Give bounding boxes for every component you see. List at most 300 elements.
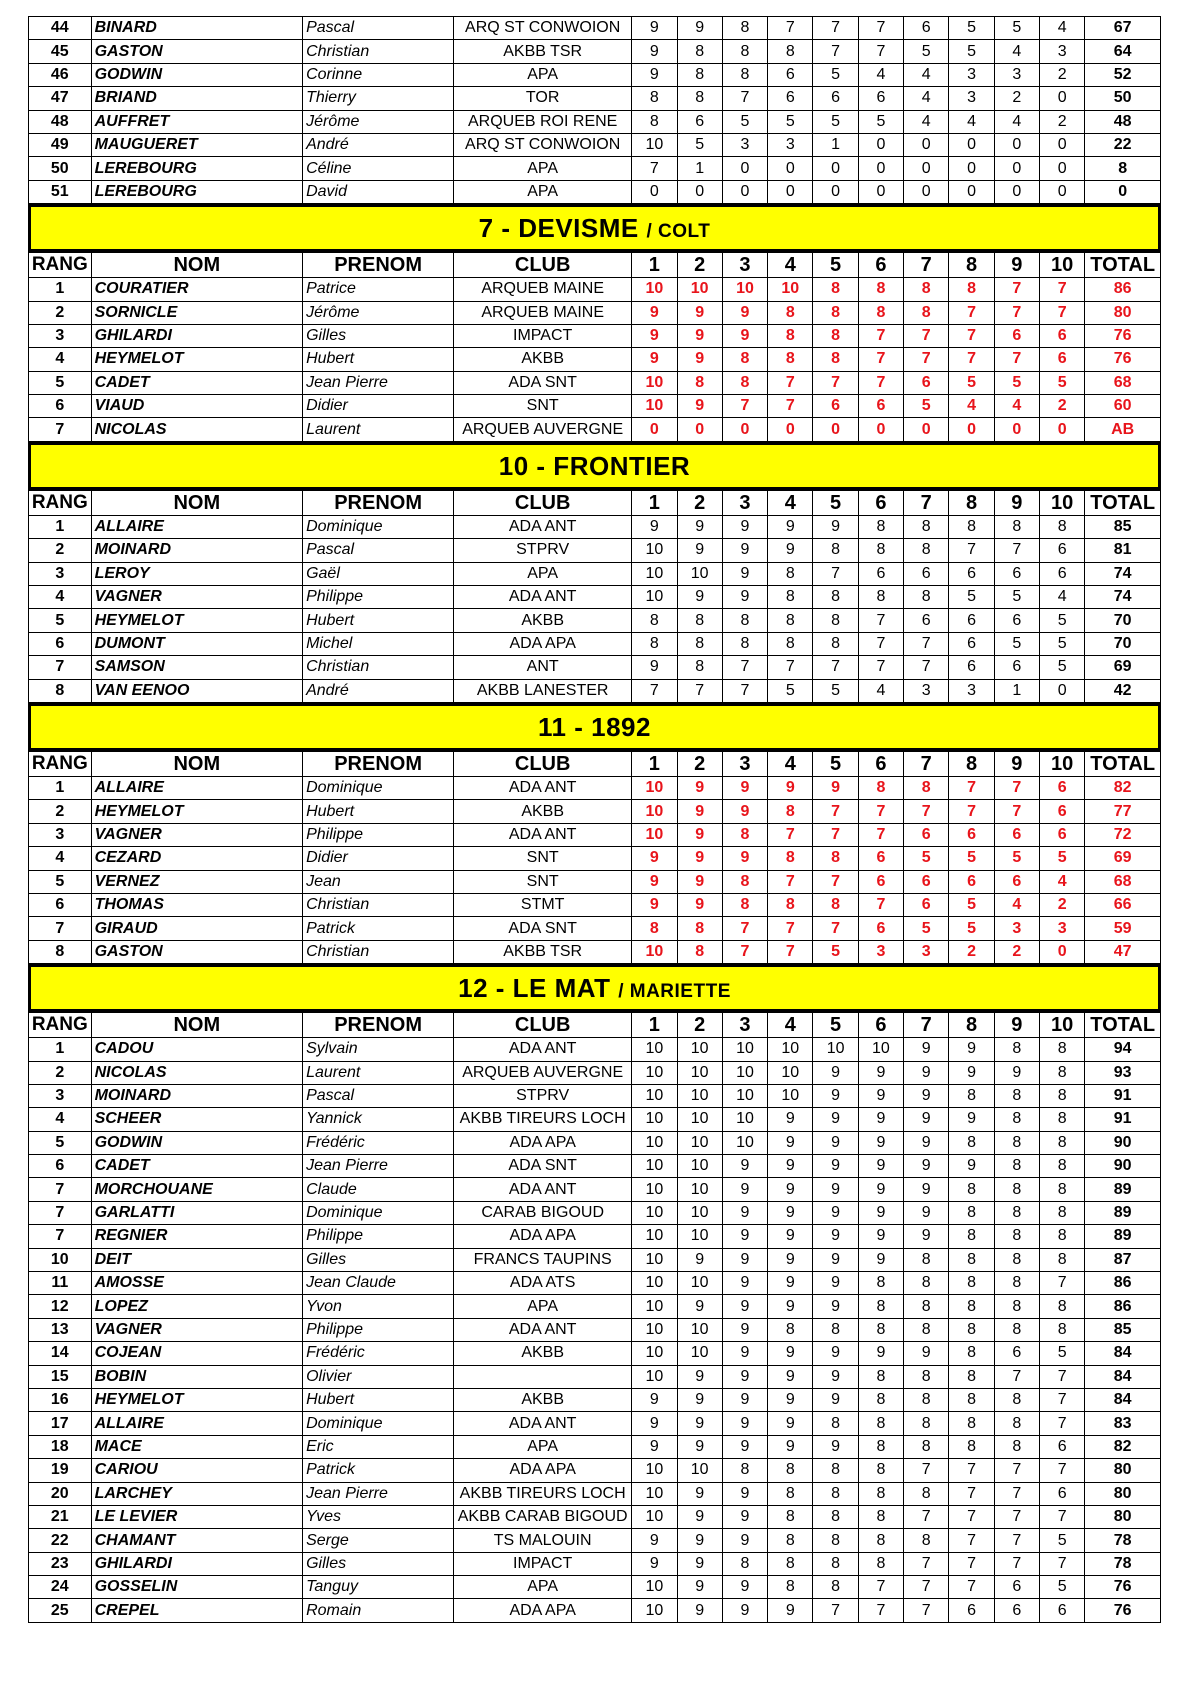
shot-score-cell: 9 [632, 847, 677, 870]
shot-score-cell: 8 [813, 1505, 858, 1528]
shot-score-cell: 9 [904, 1225, 949, 1248]
shot-score-cell: 7 [813, 1599, 858, 1622]
shot-score-cell: 8 [632, 87, 677, 110]
results-table [28, 1012, 1161, 1623]
firstname-cell: Didier [303, 847, 454, 870]
shot-score-cell: 9 [722, 800, 767, 823]
shot-score-cell: 10 [677, 1201, 722, 1224]
rank-cell: 16 [29, 1388, 92, 1411]
header-row [29, 253, 1161, 278]
firstname-cell: Corinne [303, 63, 454, 86]
shot-score-cell: 3 [904, 940, 949, 963]
shot-score-cell: 8 [949, 1178, 994, 1201]
shot-score-cell: 7 [949, 1576, 994, 1599]
shot-score-cell: 8 [1040, 1061, 1085, 1084]
total-cell: 78 [1085, 1552, 1161, 1575]
shot-score-cell: 8 [722, 893, 767, 916]
total-cell: 93 [1085, 1061, 1161, 1084]
shot-score-cell: 9 [677, 1295, 722, 1318]
shot-score-cell: 7 [994, 278, 1039, 301]
name-cell: MOINARD [91, 1084, 303, 1107]
rank-cell: 3 [29, 562, 92, 585]
shot-score-cell: 7 [722, 395, 767, 418]
shot-score-cell: 10 [632, 1038, 677, 1061]
shot-score-cell: 8 [813, 1552, 858, 1575]
shot-score-cell: 9 [768, 1599, 813, 1622]
shot-score-cell: 7 [768, 870, 813, 893]
shot-score-cell: 8 [858, 515, 903, 538]
shot-score-cell: 8 [677, 87, 722, 110]
shot-score-cell: 8 [1040, 1201, 1085, 1224]
shot-score-cell: 9 [722, 1272, 767, 1295]
shot-score-cell: 8 [904, 1295, 949, 1318]
shot-score-cell: 8 [994, 1225, 1039, 1248]
rank-cell: 50 [29, 157, 92, 180]
shot-score-cell: 6 [994, 1599, 1039, 1622]
table-row [29, 1178, 1161, 1201]
shot-score-cell: 9 [677, 1599, 722, 1622]
shot-score-cell: 8 [768, 609, 813, 632]
rank-cell: 6 [29, 1155, 92, 1178]
shot-score-cell: 9 [768, 1365, 813, 1388]
col-shot: 9 [994, 490, 1039, 515]
shot-score-cell: 0 [994, 157, 1039, 180]
shot-score-cell: 0 [1040, 180, 1085, 203]
table-row [29, 1342, 1161, 1365]
club-cell: APA [454, 562, 632, 585]
shot-score-cell: 10 [677, 1272, 722, 1295]
shot-score-cell: 6 [949, 632, 994, 655]
rank-cell: 5 [29, 1131, 92, 1154]
shot-score-cell: 9 [722, 586, 767, 609]
shot-score-cell: 10 [632, 1131, 677, 1154]
club-cell: APA [454, 1435, 632, 1458]
shot-score-cell: 1 [813, 133, 858, 156]
shot-score-cell: 7 [813, 17, 858, 40]
rank-cell: 3 [29, 823, 92, 846]
shot-score-cell: 9 [813, 1061, 858, 1084]
shot-score-cell: 8 [632, 632, 677, 655]
col-rang: RANG [29, 751, 92, 776]
shot-score-cell: 10 [632, 1576, 677, 1599]
col-shot: 2 [677, 253, 722, 278]
shot-score-cell: 7 [677, 679, 722, 702]
shot-score-cell: 8 [949, 515, 994, 538]
shot-score-cell: 9 [904, 1061, 949, 1084]
shot-score-cell: 10 [632, 1225, 677, 1248]
shot-score-cell: 9 [904, 1178, 949, 1201]
total-cell: 74 [1085, 562, 1161, 585]
firstname-cell: Claude [303, 1178, 454, 1201]
col-prenom: PRENOM [303, 253, 454, 278]
col-shot: 1 [632, 751, 677, 776]
name-cell: BOBIN [91, 1365, 303, 1388]
shot-score-cell: 4 [904, 63, 949, 86]
shot-score-cell: 8 [858, 1459, 903, 1482]
shot-score-cell: 8 [1040, 515, 1085, 538]
rank-cell: 3 [29, 1084, 92, 1107]
col-shot: 3 [722, 490, 767, 515]
table-row [29, 371, 1161, 394]
firstname-cell: Sylvain [303, 1038, 454, 1061]
shot-score-cell: 5 [949, 17, 994, 40]
rank-cell: 22 [29, 1529, 92, 1552]
shot-score-cell: 8 [768, 1505, 813, 1528]
club-cell: ARQUEB ROI RENE [454, 110, 632, 133]
total-cell: 70 [1085, 632, 1161, 655]
name-cell: CREPEL [91, 1599, 303, 1622]
shot-score-cell: 9 [677, 1435, 722, 1458]
firstname-cell: Patrice [303, 278, 454, 301]
shot-score-cell: 8 [858, 1388, 903, 1411]
shot-score-cell: 9 [632, 1388, 677, 1411]
shot-score-cell: 8 [904, 1318, 949, 1341]
club-cell: ARQUEB AUVERGNE [454, 1061, 632, 1084]
shot-score-cell: 9 [677, 776, 722, 799]
shot-score-cell: 6 [1040, 1435, 1085, 1458]
shot-score-cell: 7 [994, 800, 1039, 823]
shot-score-cell: 1 [994, 679, 1039, 702]
shot-score-cell: 7 [1040, 1365, 1085, 1388]
shot-score-cell: 7 [904, 348, 949, 371]
col-shot: 5 [813, 490, 858, 515]
firstname-cell: Jean Pierre [303, 1155, 454, 1178]
shot-score-cell: 9 [949, 1108, 994, 1131]
shot-score-cell: 10 [677, 1178, 722, 1201]
firstname-cell: Jean Pierre [303, 371, 454, 394]
club-cell: STPRV [454, 1084, 632, 1107]
shot-score-cell: 7 [858, 823, 903, 846]
total-cell: 85 [1085, 1318, 1161, 1341]
shot-score-cell: 0 [768, 157, 813, 180]
shot-score-cell: 9 [722, 515, 767, 538]
col-shot: 3 [722, 1013, 767, 1038]
section-subtitle: / MARIETTE [618, 981, 731, 1003]
col-shot: 10 [1040, 253, 1085, 278]
club-cell: ADA APA [454, 1131, 632, 1154]
firstname-cell: Philippe [303, 586, 454, 609]
name-cell: COURATIER [91, 278, 303, 301]
shot-score-cell: 7 [1040, 1552, 1085, 1575]
table-row [29, 1248, 1161, 1271]
col-shot: 7 [904, 1013, 949, 1038]
shot-score-cell: 7 [768, 656, 813, 679]
rank-cell: 46 [29, 63, 92, 86]
table-row [29, 656, 1161, 679]
shot-score-cell: 6 [904, 893, 949, 916]
shot-score-cell: 10 [722, 1061, 767, 1084]
rank-cell: 1 [29, 278, 92, 301]
club-cell: ADA SNT [454, 371, 632, 394]
shot-score-cell: 9 [677, 823, 722, 846]
table-row [29, 348, 1161, 371]
shot-score-cell: 8 [1040, 1178, 1085, 1201]
shot-score-cell: 6 [1040, 823, 1085, 846]
total-cell: AB [1085, 418, 1161, 441]
firstname-cell: Dominique [303, 776, 454, 799]
col-shot: 8 [949, 751, 994, 776]
shot-score-cell: 9 [632, 1412, 677, 1435]
firstname-cell: Hubert [303, 609, 454, 632]
shot-score-cell: 7 [949, 1529, 994, 1552]
shot-score-cell: 5 [949, 586, 994, 609]
results-table [28, 252, 1161, 442]
shot-score-cell: 10 [722, 278, 767, 301]
shot-score-cell: 9 [768, 515, 813, 538]
shot-score-cell: 9 [632, 1552, 677, 1575]
firstname-cell: Didier [303, 395, 454, 418]
firstname-cell: Jean Claude [303, 1272, 454, 1295]
firstname-cell: André [303, 679, 454, 702]
shot-score-cell: 10 [722, 1131, 767, 1154]
name-cell: VERNEZ [91, 870, 303, 893]
shot-score-cell: 10 [768, 278, 813, 301]
shot-score-cell: 6 [813, 87, 858, 110]
col-shot: 7 [904, 490, 949, 515]
shot-score-cell: 10 [632, 539, 677, 562]
rank-cell: 12 [29, 1295, 92, 1318]
col-shot: 8 [949, 1013, 994, 1038]
col-shot: 8 [949, 490, 994, 515]
shot-score-cell: 5 [1040, 1342, 1085, 1365]
shot-score-cell: 8 [858, 301, 903, 324]
shot-score-cell: 9 [722, 1529, 767, 1552]
shot-score-cell: 7 [1040, 301, 1085, 324]
shot-score-cell: 5 [1040, 632, 1085, 655]
shot-score-cell: 10 [677, 1131, 722, 1154]
total-cell: 50 [1085, 87, 1161, 110]
total-cell: 69 [1085, 847, 1161, 870]
shot-score-cell: 3 [994, 917, 1039, 940]
total-cell: 76 [1085, 1599, 1161, 1622]
shot-score-cell: 7 [858, 348, 903, 371]
club-cell: ADA ANT [454, 1038, 632, 1061]
shot-score-cell: 9 [949, 1061, 994, 1084]
shot-score-cell: 7 [813, 371, 858, 394]
shot-score-cell: 8 [904, 1248, 949, 1271]
shot-score-cell: 9 [677, 800, 722, 823]
name-cell: VIAUD [91, 395, 303, 418]
col-shot: 5 [813, 253, 858, 278]
total-cell: 91 [1085, 1084, 1161, 1107]
name-cell: COJEAN [91, 1342, 303, 1365]
shot-score-cell: 9 [722, 301, 767, 324]
firstname-cell: Jérôme [303, 110, 454, 133]
firstname-cell: Laurent [303, 1061, 454, 1084]
shot-score-cell: 10 [632, 1108, 677, 1131]
table-row [29, 17, 1161, 40]
table-row [29, 1482, 1161, 1505]
firstname-cell: Céline [303, 157, 454, 180]
shot-score-cell: 9 [768, 1412, 813, 1435]
total-cell: 67 [1085, 17, 1161, 40]
shot-score-cell: 9 [677, 1505, 722, 1528]
shot-score-cell: 8 [722, 632, 767, 655]
shot-score-cell: 10 [677, 1108, 722, 1131]
col-total: TOTAL [1085, 253, 1161, 278]
shot-score-cell: 7 [858, 800, 903, 823]
shot-score-cell: 9 [677, 1388, 722, 1411]
col-shot: 7 [904, 751, 949, 776]
shot-score-cell: 8 [1040, 1225, 1085, 1248]
club-cell [454, 1365, 632, 1388]
rank-cell: 44 [29, 17, 92, 40]
firstname-cell: Philippe [303, 823, 454, 846]
firstname-cell: Philippe [303, 1318, 454, 1341]
shot-score-cell: 8 [904, 1529, 949, 1552]
shot-score-cell: 7 [1040, 1272, 1085, 1295]
shot-score-cell: 8 [858, 1435, 903, 1458]
shot-score-cell: 9 [768, 1155, 813, 1178]
rank-cell: 2 [29, 539, 92, 562]
shot-score-cell: 6 [949, 656, 994, 679]
shot-score-cell: 7 [813, 823, 858, 846]
shot-score-cell: 9 [722, 776, 767, 799]
shot-score-cell: 8 [722, 371, 767, 394]
col-shot: 6 [858, 253, 903, 278]
shot-score-cell: 6 [813, 395, 858, 418]
club-cell: ADA ANT [454, 586, 632, 609]
name-cell: LEREBOURG [91, 180, 303, 203]
shot-score-cell: 6 [858, 847, 903, 870]
shot-score-cell: 0 [858, 180, 903, 203]
shot-score-cell: 0 [904, 133, 949, 156]
shot-score-cell: 6 [677, 110, 722, 133]
shot-score-cell: 8 [813, 324, 858, 347]
firstname-cell: Tanguy [303, 1576, 454, 1599]
shot-score-cell: 9 [768, 539, 813, 562]
shot-score-cell: 9 [904, 1201, 949, 1224]
shot-score-cell: 7 [949, 539, 994, 562]
shot-score-cell: 8 [768, 800, 813, 823]
name-cell: GODWIN [91, 1131, 303, 1154]
shot-score-cell: 7 [768, 823, 813, 846]
shot-score-cell: 9 [677, 395, 722, 418]
shot-score-cell: 5 [813, 63, 858, 86]
col-shot: 8 [949, 253, 994, 278]
shot-score-cell: 8 [722, 823, 767, 846]
shot-score-cell: 4 [858, 63, 903, 86]
shot-score-cell: 6 [1040, 539, 1085, 562]
shot-score-cell: 8 [994, 1248, 1039, 1271]
col-shot: 4 [768, 253, 813, 278]
shot-score-cell: 5 [904, 917, 949, 940]
shot-score-cell: 9 [722, 1318, 767, 1341]
shot-score-cell: 10 [632, 1599, 677, 1622]
table-row [29, 1459, 1161, 1482]
shot-score-cell: 7 [949, 776, 994, 799]
shot-score-cell: 9 [722, 1295, 767, 1318]
table-row [29, 87, 1161, 110]
shot-score-cell: 9 [677, 586, 722, 609]
total-cell: 0 [1085, 180, 1161, 203]
col-prenom: PRENOM [303, 1013, 454, 1038]
firstname-cell: Dominique [303, 515, 454, 538]
rank-cell: 15 [29, 1365, 92, 1388]
shot-score-cell: 0 [904, 418, 949, 441]
shot-score-cell: 8 [813, 586, 858, 609]
shot-score-cell: 8 [858, 1365, 903, 1388]
total-cell: 86 [1085, 278, 1161, 301]
shot-score-cell: 7 [904, 800, 949, 823]
shot-score-cell: 10 [768, 1084, 813, 1107]
total-cell: 47 [1085, 940, 1161, 963]
shot-score-cell: 9 [949, 1038, 994, 1061]
shot-score-cell: 9 [768, 1131, 813, 1154]
shot-score-cell: 10 [632, 940, 677, 963]
shot-score-cell: 0 [949, 418, 994, 441]
shot-score-cell: 8 [1040, 1038, 1085, 1061]
shot-score-cell: 8 [768, 562, 813, 585]
table-row [29, 157, 1161, 180]
club-cell: AKBB [454, 800, 632, 823]
shot-score-cell: 8 [768, 348, 813, 371]
col-shot: 3 [722, 253, 767, 278]
shot-score-cell: 7 [768, 395, 813, 418]
table-row [29, 632, 1161, 655]
col-prenom: PRENOM [303, 490, 454, 515]
shot-score-cell: 9 [722, 562, 767, 585]
col-rang: RANG [29, 1013, 92, 1038]
table-row [29, 1084, 1161, 1107]
col-shot: 1 [632, 490, 677, 515]
shot-score-cell: 9 [632, 515, 677, 538]
table-row [29, 1225, 1161, 1248]
rank-cell: 19 [29, 1459, 92, 1482]
firstname-cell: Hubert [303, 800, 454, 823]
shot-score-cell: 4 [994, 395, 1039, 418]
shot-score-cell: 9 [904, 1342, 949, 1365]
table-row [29, 1061, 1161, 1084]
total-cell: 8 [1085, 157, 1161, 180]
shot-score-cell: 10 [632, 371, 677, 394]
shot-score-cell: 6 [858, 917, 903, 940]
shot-score-cell: 8 [677, 371, 722, 394]
shot-score-cell: 10 [677, 1318, 722, 1341]
shot-score-cell: 9 [722, 1412, 767, 1435]
shot-score-cell: 7 [994, 301, 1039, 324]
table-row [29, 301, 1161, 324]
shot-score-cell: 7 [1040, 1459, 1085, 1482]
shot-score-cell: 4 [949, 110, 994, 133]
shot-score-cell: 9 [677, 847, 722, 870]
shot-score-cell: 9 [768, 1108, 813, 1131]
shot-score-cell: 9 [949, 1155, 994, 1178]
shot-score-cell: 8 [949, 1084, 994, 1107]
firstname-cell: André [303, 133, 454, 156]
shot-score-cell: 7 [994, 1552, 1039, 1575]
table-row [29, 180, 1161, 203]
rank-cell: 24 [29, 1576, 92, 1599]
name-cell: BINARD [91, 17, 303, 40]
total-cell: 76 [1085, 1576, 1161, 1599]
shot-score-cell: 7 [768, 17, 813, 40]
firstname-cell: Christian [303, 940, 454, 963]
shot-score-cell: 6 [949, 1599, 994, 1622]
total-cell: 86 [1085, 1295, 1161, 1318]
shot-score-cell: 0 [632, 418, 677, 441]
shot-score-cell: 0 [994, 180, 1039, 203]
shot-score-cell: 10 [677, 1038, 722, 1061]
name-cell: SAMSON [91, 656, 303, 679]
results-sheet [28, 16, 1161, 1623]
shot-score-cell: 3 [858, 940, 903, 963]
table-row [29, 1155, 1161, 1178]
shot-score-cell: 6 [858, 87, 903, 110]
firstname-cell: Patrick [303, 917, 454, 940]
shot-score-cell: 4 [994, 110, 1039, 133]
total-cell: 80 [1085, 1505, 1161, 1528]
